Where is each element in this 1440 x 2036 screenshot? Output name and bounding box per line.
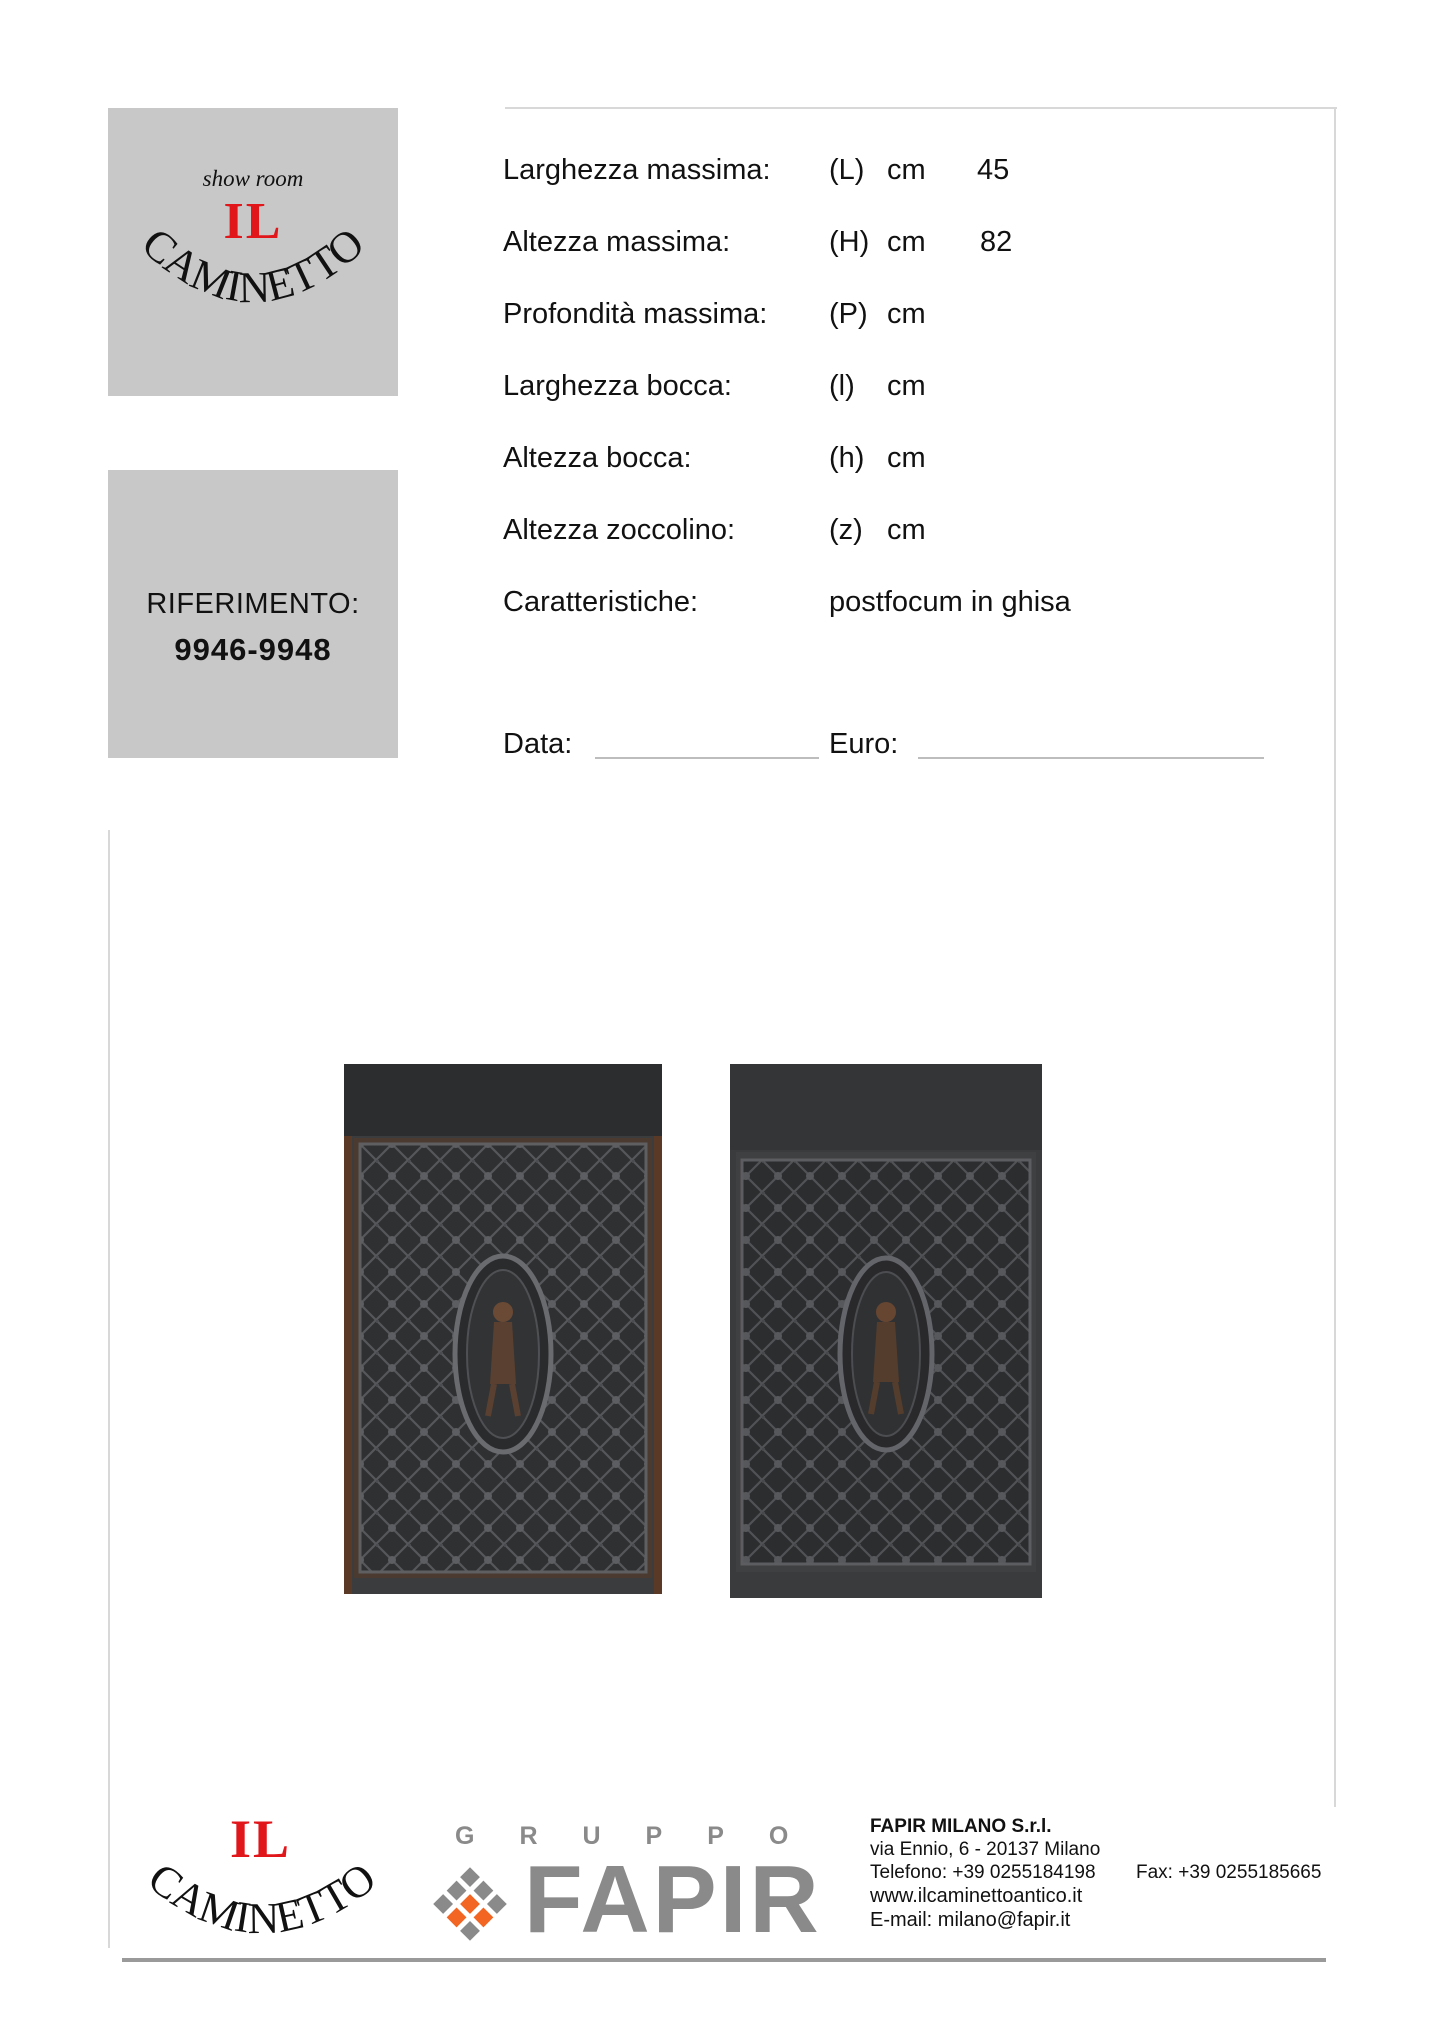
- footer-brand-top: IL: [230, 1809, 292, 1869]
- spec-unit: cm: [887, 298, 926, 330]
- date-label: Data:: [503, 728, 573, 760]
- spec-unit: cm: [887, 514, 926, 546]
- fireback-illustration-left: [344, 1064, 662, 1594]
- svg-text:CAMINETTO: [139, 1853, 385, 1943]
- company-fax: Fax: +39 0255185665: [1136, 1862, 1322, 1883]
- spec-code: (P): [829, 298, 868, 330]
- footer-logo-arc: [112, 1800, 412, 1970]
- company-phone: Telefono: +39 0255184198: [870, 1862, 1096, 1883]
- fapir-wordmark: FAPIR: [524, 1846, 822, 1953]
- spec-code: (H): [829, 226, 870, 258]
- frame-left-rule: [108, 830, 110, 1948]
- spec-value: 45: [977, 154, 1010, 186]
- spec-code: (h): [829, 442, 865, 474]
- logo-brand-top: IL: [223, 193, 283, 250]
- logo-arc-text: [108, 108, 398, 396]
- spec-label: Profondità massima:: [503, 298, 768, 330]
- company-address: via Ennio, 6 - 20137 Milano: [870, 1839, 1101, 1860]
- company-name: FAPIR MILANO S.r.l.: [870, 1816, 1052, 1837]
- footer-rule: [122, 1958, 1326, 1962]
- footer-arc-word: CAMINETTO: [139, 1853, 385, 1944]
- fapir-diamond-icon: [428, 1862, 512, 1946]
- frame-right-rule: [1334, 107, 1336, 1807]
- frame-top-rule: [505, 107, 1337, 109]
- product-photo-right: [730, 1064, 1042, 1598]
- spec-value: 82: [980, 226, 1013, 258]
- euro-label: Euro:: [829, 728, 899, 760]
- spec-label: Altezza bocca:: [503, 442, 692, 474]
- spec-code: (l): [829, 370, 855, 402]
- spec-code: (L): [829, 154, 865, 186]
- features-value: postfocum in ghisa: [829, 586, 1071, 618]
- company-email[interactable]: E-mail: milano@fapir.it: [870, 1909, 1071, 1931]
- spec-unit: cm: [887, 226, 926, 258]
- date-field[interactable]: [595, 757, 819, 759]
- product-photo-left: [344, 1064, 662, 1594]
- company-website[interactable]: www.ilcaminettoantico.it: [870, 1885, 1083, 1907]
- spec-unit: cm: [887, 442, 926, 474]
- logo-arc-word: CAMINETTO: [132, 218, 374, 313]
- spec-unit: cm: [887, 154, 926, 186]
- features-label: Caratteristiche:: [503, 586, 699, 618]
- euro-field[interactable]: [918, 757, 1264, 759]
- spec-label: Larghezza massima:: [503, 154, 771, 186]
- svg-text:CAMINETTO: [133, 218, 374, 312]
- spec-code: (z): [829, 514, 863, 546]
- showroom-logo: [108, 108, 398, 396]
- spec-label: Larghezza bocca:: [503, 370, 732, 402]
- fireback-illustration-right: [730, 1064, 1042, 1598]
- spec-label: Altezza massima:: [503, 226, 731, 258]
- gruppo-label: GRUPPO: [455, 1822, 834, 1850]
- spec-label: Altezza zoccolino:: [503, 514, 736, 546]
- reference-label: RIFERIMENTO:: [146, 588, 360, 620]
- spec-unit: cm: [887, 370, 926, 402]
- reference-box: [108, 470, 398, 758]
- reference-code: 9946-9948: [174, 632, 332, 667]
- logo-tagline: show room: [202, 166, 304, 191]
